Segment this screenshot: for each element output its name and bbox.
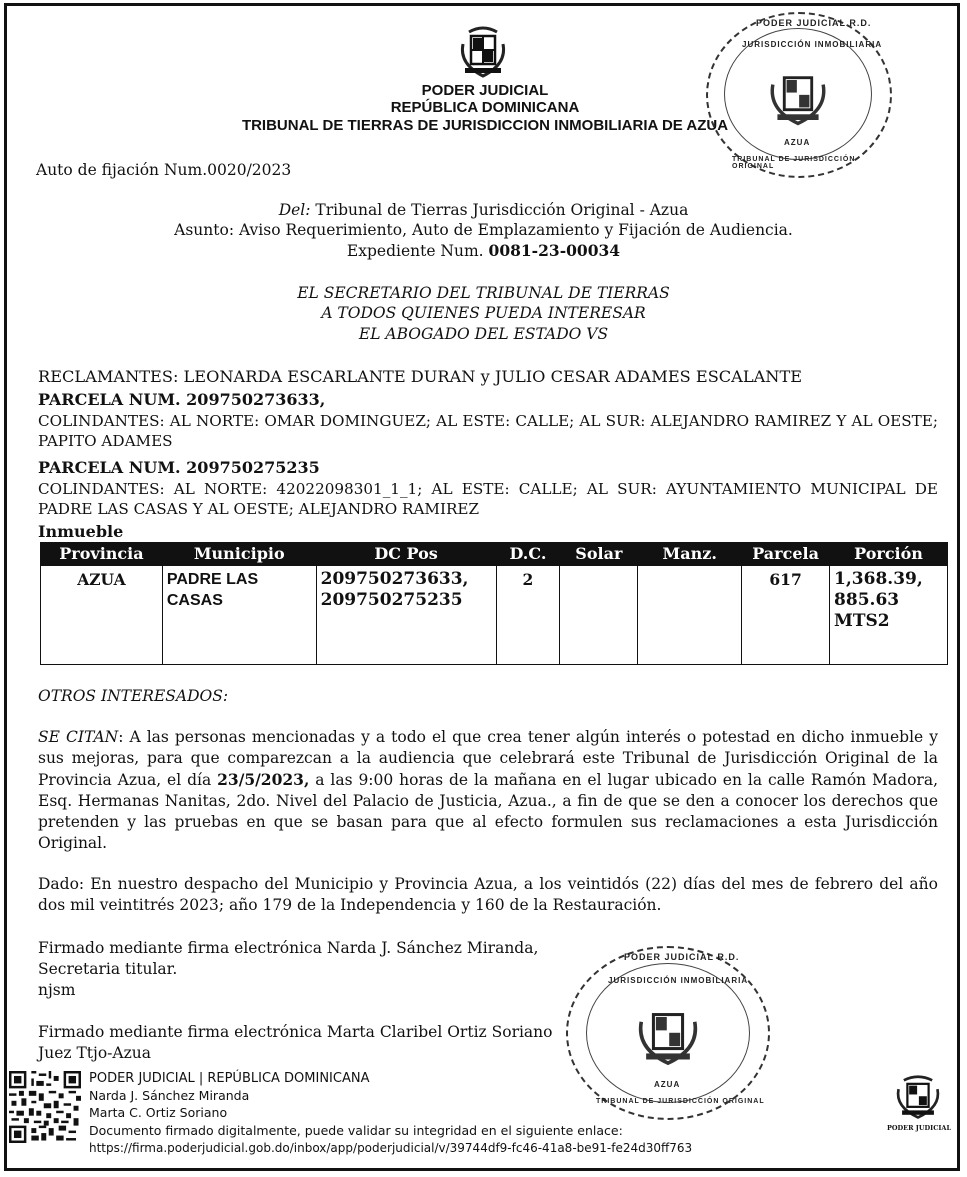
stamp-top-inner-text: JURISDICCIÓN INMOBILIARIA [742, 40, 883, 49]
stamp-bottom-bottom-text: TRIBUNAL DE JURISDICCIÓN ORIGINAL [596, 1098, 765, 1105]
stamp-bottom-center-text: AZUA [654, 1080, 681, 1089]
table-header-cell: D.C. [496, 543, 560, 566]
table-header-cell: Parcela [742, 543, 830, 566]
firma-1-line-2: Secretaria titular. [38, 960, 178, 978]
cell-municipio: PADRE LAS CASAS [162, 566, 316, 665]
header-line-3: TRIBUNAL DE TIERRAS DE JURISDICCION INMOBILIARIA DE AZUA [241, 117, 729, 134]
parcela-2-title: PARCELA NUM. 209750275235 [38, 458, 320, 477]
reclamantes: RECLAMANTES: LEONARDA ESCARLANTE DURAN y JULIO CESAR ADAMES ESCALANTE [38, 367, 803, 386]
stamp-bottom-inner-text: JURISDICCIÓN INMOBILIARIA [608, 976, 749, 985]
inmueble-table [40, 542, 948, 665]
footer-line-2: Narda J. Sánchez Miranda [89, 1088, 250, 1103]
firma-2-line-1: Firmado mediante firma electrónica Marta Claribel Ortiz Soriano [38, 1023, 553, 1041]
firma-1-line-1: Firmado mediante firma electrónica Narda J. Sánchez Miranda, [38, 939, 539, 957]
stamp-top-center-text: AZUA [784, 138, 811, 147]
stamp-top-bottom-text: TRIBUNAL DE JURISDICCIÓN ORIGINAL [732, 156, 856, 170]
cell-dc-pos: 209750273633, 209750275235 [316, 566, 496, 665]
court-stamp-top [706, 12, 892, 178]
firma-1-line-3: njsm [38, 981, 76, 999]
stamp-bottom-shield-icon [634, 1000, 702, 1068]
stamp-top-ring-text: PODER JUDICIAL R.D. [756, 18, 872, 28]
del-line [0, 200, 967, 220]
footer-coat-of-arms-icon [893, 1075, 943, 1121]
coat-of-arms-icon [455, 24, 511, 80]
dado-paragraph: Dado: En nuestro despacho del Municipio y Provincia Azua, a los veintidós (22) días del mes de febrero del año dos mil veintitrés 2023; año 179 de la Independencia y 160 de la Restauración. [38, 875, 938, 914]
se-citan-label: SE CITAN [38, 728, 119, 746]
qr-code-icon [8, 1071, 82, 1143]
se-citan-text-1: : A las personas mencionadas y a todo el que crea tener algún interés o potestad en dicho inmueble y sus mejoras, para que comparezcan a la audiencia que celebrará este Tribunal de Jurisdicción Original de la Provincia Azua, el día [38, 728, 939, 789]
header-line-2: REPÚBLICA DOMINICANA [390, 99, 580, 116]
table-header-cell: Solar [560, 543, 638, 566]
cell-solar [560, 566, 638, 665]
footer-line-4: Documento firmado digitalmente, puede validar su integridad en el siguiente enlace: [89, 1123, 623, 1138]
table-header-cell: Municipio [162, 543, 316, 566]
court-stamp-bottom [566, 946, 770, 1120]
secretario-line-3: EL ABOGADO DEL ESTADO VS [358, 325, 609, 343]
asunto-line: Asunto: Aviso Requerimiento, Auto de Emplazamiento y Fijación de Audiencia. [174, 221, 793, 239]
cell-dc: 2 [496, 566, 560, 665]
expediente-value: 0081-23-00034 [488, 241, 621, 260]
table-header-cell: Manz. [638, 543, 742, 566]
stamp-bottom-ring-text: PODER JUDICIAL R.D. [624, 952, 740, 962]
del-label: Del: [278, 201, 311, 219]
stamp-top-shield-icon [766, 64, 830, 128]
table-header-cell: Provincia [41, 543, 163, 566]
table-header-cell: DC Pos [316, 543, 496, 566]
otros-interesados: OTROS INTERESADOS: [38, 687, 229, 705]
hearing-date: 23/5/2023, [217, 770, 310, 789]
table-header-cell: Porción [830, 543, 948, 566]
footer-line-1: PODER JUDICIAL | REPÚBLICA DOMINICANA [89, 1071, 370, 1086]
cell-porcion: 1,368.39, 885.63 MTS2 [830, 566, 948, 665]
se-citan-paragraph [38, 727, 938, 854]
parcela-2-colindantes: COLINDANTES: AL NORTE: 42022098301_1_1; AL ESTE: CALLE; AL SUR: AYUNTAMIENTO MUNICIPAL DE PADRE LAS CASAS Y AL OESTE; ALEJANDRO RAMIREZ [38, 480, 938, 518]
firma-2-line-2: Juez Ttjo-Azua [38, 1044, 151, 1062]
cell-provincia: AZUA [41, 566, 163, 665]
secretario-line-2: A TODOS QUIENES PUEDA INTERESAR [321, 304, 646, 322]
table-row [41, 566, 948, 665]
expediente-line [0, 241, 967, 261]
se-citan-text-2: a las 9:00 horas de la mañana en el lugar ubicado en la calle Ramón Madora, Esq. Hermanas Nanitas, 2do. Nivel del Palacio de Justicia, Azua., a fin de que se den a conocer los derechos que pretenden y las pruebas en que se basan para que al efecto formulen sus reclamaciones a esta Jurisdicción Original. [38, 771, 938, 852]
table-header-row [41, 543, 948, 566]
del-value: Tribunal de Tierras Jurisdicción Original - Azua [310, 201, 689, 219]
secretario-line-1: EL SECRETARIO DEL TRIBUNAL DE TIERRAS [297, 284, 670, 302]
cell-manzana [638, 566, 742, 665]
parcela-1-colindantes: COLINDANTES: AL NORTE: OMAR DOMINGUEZ; AL ESTE: CALLE; AL SUR: ALEJANDRO RAMIREZ Y AL OESTE; PAPITO ADAMES [38, 412, 938, 450]
footer-logo-caption: PODER JUDICIAL [886, 1124, 952, 1132]
inmueble-label: Inmueble [38, 522, 124, 541]
footer-line-3: Marta C. Ortiz Soriano [89, 1105, 228, 1120]
verification-link[interactable]: https://firma.poderjudicial.gob.do/inbox/app/poderjudicial/v/39744df9-fc46-41a8-be91-fe24d30ff763 [89, 1141, 693, 1155]
header-line-1: PODER JUDICIAL [421, 82, 549, 99]
expediente-label: Expediente Num. [346, 242, 489, 260]
parcela-1-title: PARCELA NUM. 209750273633, [38, 390, 326, 409]
auto-title: Auto de fijación Num.0020/2023 [36, 161, 292, 179]
cell-parcela: 617 [742, 566, 830, 665]
